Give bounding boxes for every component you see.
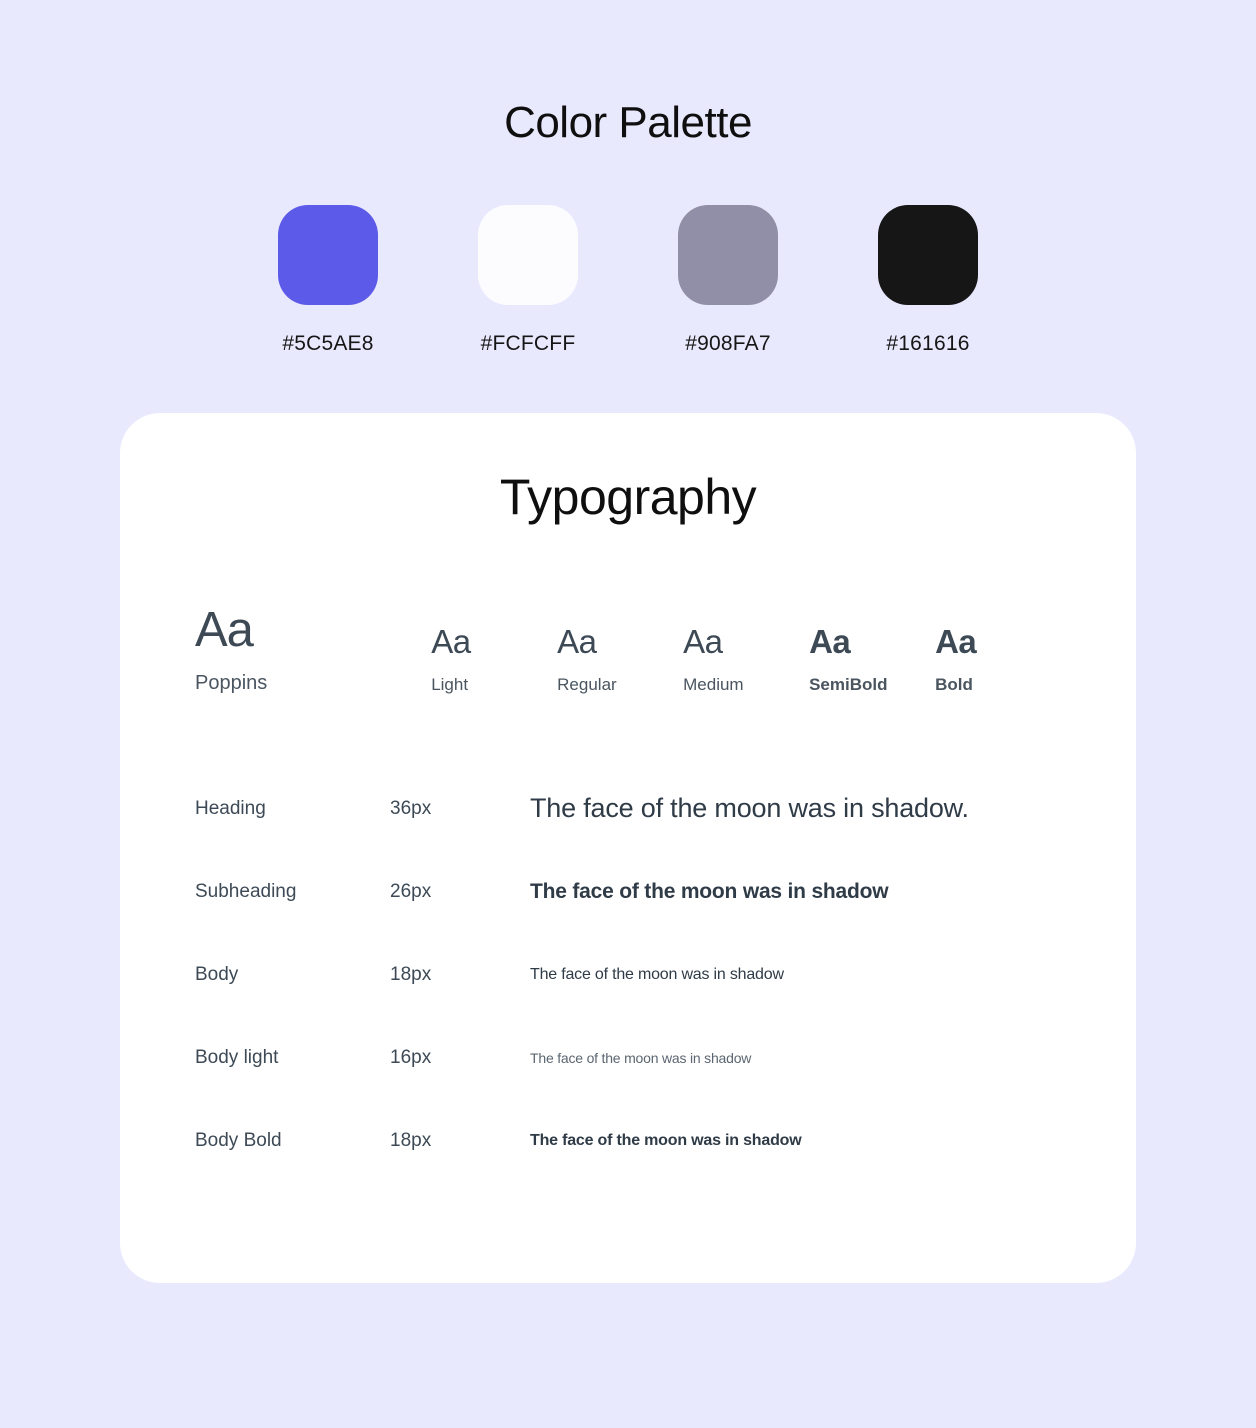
type-scale-name: Body	[195, 963, 239, 985]
weight-label: Light	[431, 675, 469, 694]
weight-specimen: Aa	[683, 623, 723, 660]
type-scale-size: 36px	[390, 797, 432, 819]
weight-specimen: Aa	[809, 623, 851, 660]
color-swatch-label: #161616	[886, 332, 970, 355]
type-scale-row	[195, 933, 1061, 1016]
color-palette-section	[0, 0, 1256, 356]
type-scale-size: 18px	[390, 1129, 432, 1151]
weight-specimen: Aa	[431, 623, 471, 660]
type-scale-name: Heading	[195, 797, 266, 819]
weight-item-light	[431, 625, 557, 695]
weight-item-medium	[683, 625, 809, 695]
type-scale-sample: The face of the moon was in shadow	[530, 879, 889, 903]
weight-item-regular	[557, 625, 683, 695]
typeface-weights-row	[120, 526, 1136, 695]
color-swatch-chip	[878, 205, 978, 305]
color-swatch-label: #5C5AE8	[282, 332, 374, 355]
weight-specimen: Aa	[935, 623, 977, 660]
type-scale-name: Body Bold	[195, 1129, 282, 1151]
typography-title: Typography	[499, 469, 757, 525]
type-scale-row	[195, 1016, 1061, 1099]
type-scale-row	[195, 1099, 1061, 1182]
typeface-family-block	[195, 603, 431, 695]
type-scale-row	[195, 767, 1061, 850]
typeface-name: Poppins	[195, 672, 268, 694]
weight-label: Regular	[557, 675, 617, 694]
color-swatch-label: #FCFCFF	[480, 332, 576, 355]
type-scale-name: Body light	[195, 1046, 279, 1068]
type-scale-size: 16px	[390, 1046, 432, 1068]
type-scale-sample: The face of the moon was in shadow.	[530, 793, 969, 823]
color-swatch-chip	[678, 205, 778, 305]
swatch-item	[859, 205, 997, 356]
color-swatch-label: #908FA7	[685, 332, 771, 355]
swatch-item	[459, 205, 597, 356]
type-scale-sample: The face of the moon was in shadow	[530, 965, 784, 983]
weight-label: SemiBold	[809, 675, 888, 694]
weight-label: Bold	[935, 675, 973, 694]
color-swatch-chip	[278, 205, 378, 305]
weight-item-bold	[935, 625, 1061, 695]
typeface-specimen: Aa	[195, 603, 253, 657]
color-palette-title: Color Palette	[504, 98, 752, 147]
type-scale-name: Subheading	[195, 880, 297, 902]
swatch-item	[259, 205, 397, 356]
swatch-item	[659, 205, 797, 356]
swatch-row	[0, 205, 1256, 356]
weight-label: Medium	[683, 675, 744, 694]
color-swatch-chip	[478, 205, 578, 305]
type-scale-row	[195, 850, 1061, 933]
type-scale-sample: The face of the moon was in shadow	[530, 1131, 802, 1149]
type-scale-sample: The face of the moon was in shadow	[530, 1049, 752, 1066]
weight-specimen: Aa	[557, 623, 597, 660]
type-scale-size: 26px	[390, 880, 432, 902]
type-scale-size: 18px	[390, 963, 432, 985]
typography-card	[120, 413, 1136, 1283]
type-scale-table	[120, 767, 1136, 1182]
weight-item-semibold	[809, 625, 935, 695]
